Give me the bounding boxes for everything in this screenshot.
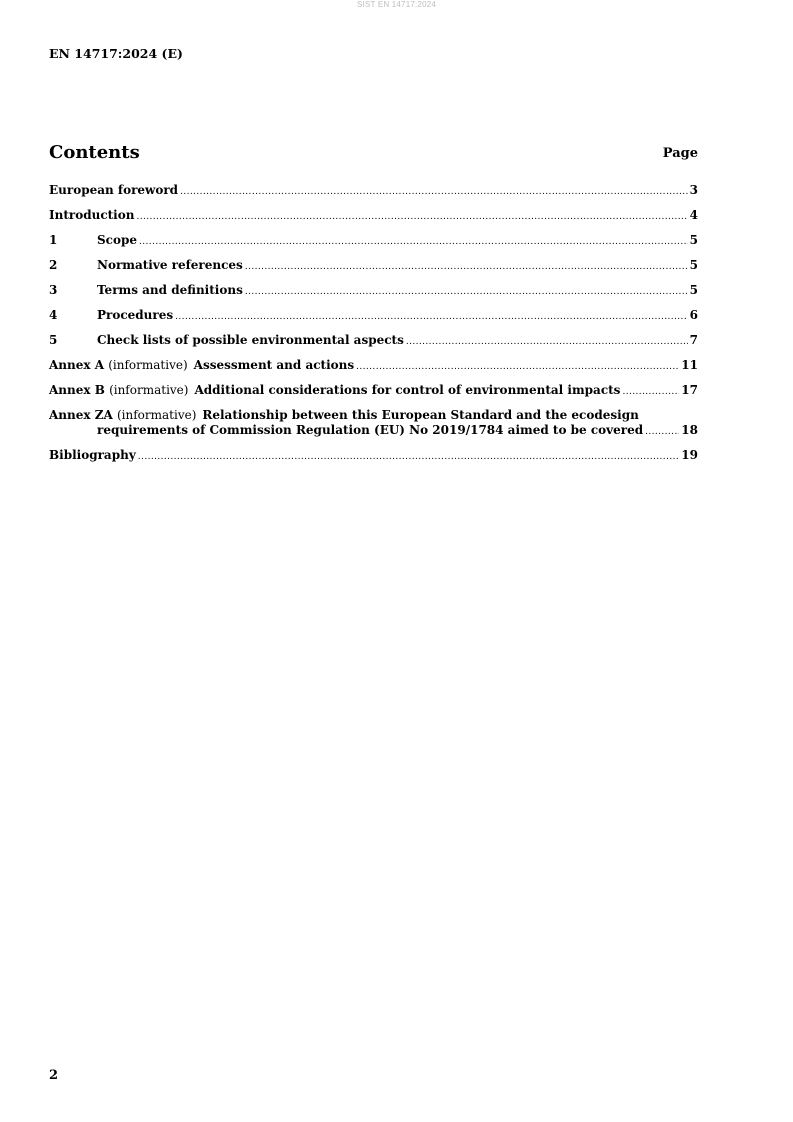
toc-leader-dots bbox=[245, 261, 688, 273]
toc-entry-title bbox=[49, 283, 243, 298]
toc-entry-bibliography[interactable] bbox=[49, 448, 698, 463]
toc-entry-number: 4 bbox=[49, 308, 58, 322]
contents-title: Contents bbox=[49, 142, 140, 163]
toc-entry-page: 6 bbox=[689, 308, 698, 322]
toc-leader-dots bbox=[622, 386, 679, 398]
toc-entry-title bbox=[49, 258, 243, 273]
toc-leader-dots bbox=[180, 186, 688, 198]
annex-type: (informative) bbox=[109, 383, 189, 397]
annex-type: (informative) bbox=[108, 358, 188, 372]
toc-entry-procedures[interactable] bbox=[49, 308, 698, 323]
toc-entry-title bbox=[49, 383, 620, 398]
annex-prefix: Annex B bbox=[49, 383, 105, 397]
toc-leader-dots bbox=[356, 361, 679, 373]
annex-title: Assessment and actions bbox=[193, 358, 355, 372]
toc-entry-page: 4 bbox=[689, 208, 698, 222]
toc-entry-scope[interactable] bbox=[49, 233, 698, 248]
toc-entry-number: 2 bbox=[49, 258, 58, 272]
toc-leader-dots bbox=[175, 311, 688, 323]
toc-entry-page: 7 bbox=[689, 333, 698, 347]
toc-entry-european-foreword[interactable] bbox=[49, 183, 698, 198]
page-number: 2 bbox=[49, 1068, 59, 1083]
toc-entry-label: Scope bbox=[97, 233, 138, 247]
toc-entry-label: Terms and definitions bbox=[97, 283, 243, 297]
toc-entry-page: 5 bbox=[689, 233, 698, 247]
toc-leader-dots bbox=[245, 286, 688, 298]
document-id: EN 14717:2024 (E) bbox=[49, 46, 183, 61]
toc-entry-number: 3 bbox=[49, 283, 58, 297]
toc-leader-dots bbox=[645, 426, 679, 438]
table-of-contents bbox=[49, 183, 698, 473]
toc-entry-page: 5 bbox=[689, 283, 698, 297]
annex-title: Relationship between this European Standard and the ecodesign bbox=[202, 408, 639, 422]
annex-prefix: Annex A bbox=[49, 358, 105, 372]
toc-entry-normative-references[interactable] bbox=[49, 258, 698, 273]
toc-entry-title-line1 bbox=[49, 408, 698, 423]
toc-leader-dots bbox=[138, 451, 680, 463]
toc-entry-title bbox=[49, 333, 404, 348]
toc-entry-check-lists[interactable] bbox=[49, 333, 698, 348]
toc-entry-label: Normative references bbox=[97, 258, 243, 272]
toc-leader-dots bbox=[139, 236, 688, 248]
page-column-label: Page bbox=[662, 146, 698, 161]
toc-entry-annex-b[interactable] bbox=[49, 383, 698, 398]
toc-entry-page: 11 bbox=[681, 358, 698, 372]
annex-prefix: Annex ZA bbox=[49, 408, 113, 422]
toc-entry-page: 19 bbox=[681, 448, 698, 462]
toc-leader-dots bbox=[406, 336, 688, 348]
toc-entry-page: 5 bbox=[689, 258, 698, 272]
toc-entry-title: European foreword bbox=[49, 183, 179, 197]
annex-title: Additional considerations for control of environmental impacts bbox=[194, 383, 621, 397]
toc-entry-title-line2: requirements of Commission Regulation (EU) No 2019/1784 aimed to be covered bbox=[97, 423, 644, 437]
toc-entry-terms-and-definitions[interactable] bbox=[49, 283, 698, 298]
toc-entry-title bbox=[49, 233, 137, 248]
watermark: SIST EN 14717:2024 bbox=[356, 0, 437, 9]
toc-entry-annex-a[interactable] bbox=[49, 358, 698, 373]
toc-entry-title bbox=[49, 358, 354, 373]
toc-entry-label: Procedures bbox=[97, 308, 174, 322]
toc-entry-page: 18 bbox=[681, 423, 698, 437]
toc-entry-title: Introduction bbox=[49, 208, 135, 222]
toc-entry-title bbox=[49, 308, 173, 323]
toc-entry-title: Bibliography bbox=[49, 448, 136, 462]
toc-entry-number: 1 bbox=[49, 233, 58, 247]
toc-entry-label: Check lists of possible environmental aspects bbox=[97, 333, 404, 347]
toc-entry-page: 17 bbox=[681, 383, 698, 397]
toc-entry-annex-za[interactable] bbox=[49, 408, 698, 438]
toc-entry-introduction[interactable] bbox=[49, 208, 698, 223]
annex-type: (informative) bbox=[116, 408, 197, 422]
toc-leader-dots bbox=[136, 211, 687, 223]
toc-entry-page: 3 bbox=[689, 183, 698, 197]
toc-entry-number: 5 bbox=[49, 333, 58, 347]
